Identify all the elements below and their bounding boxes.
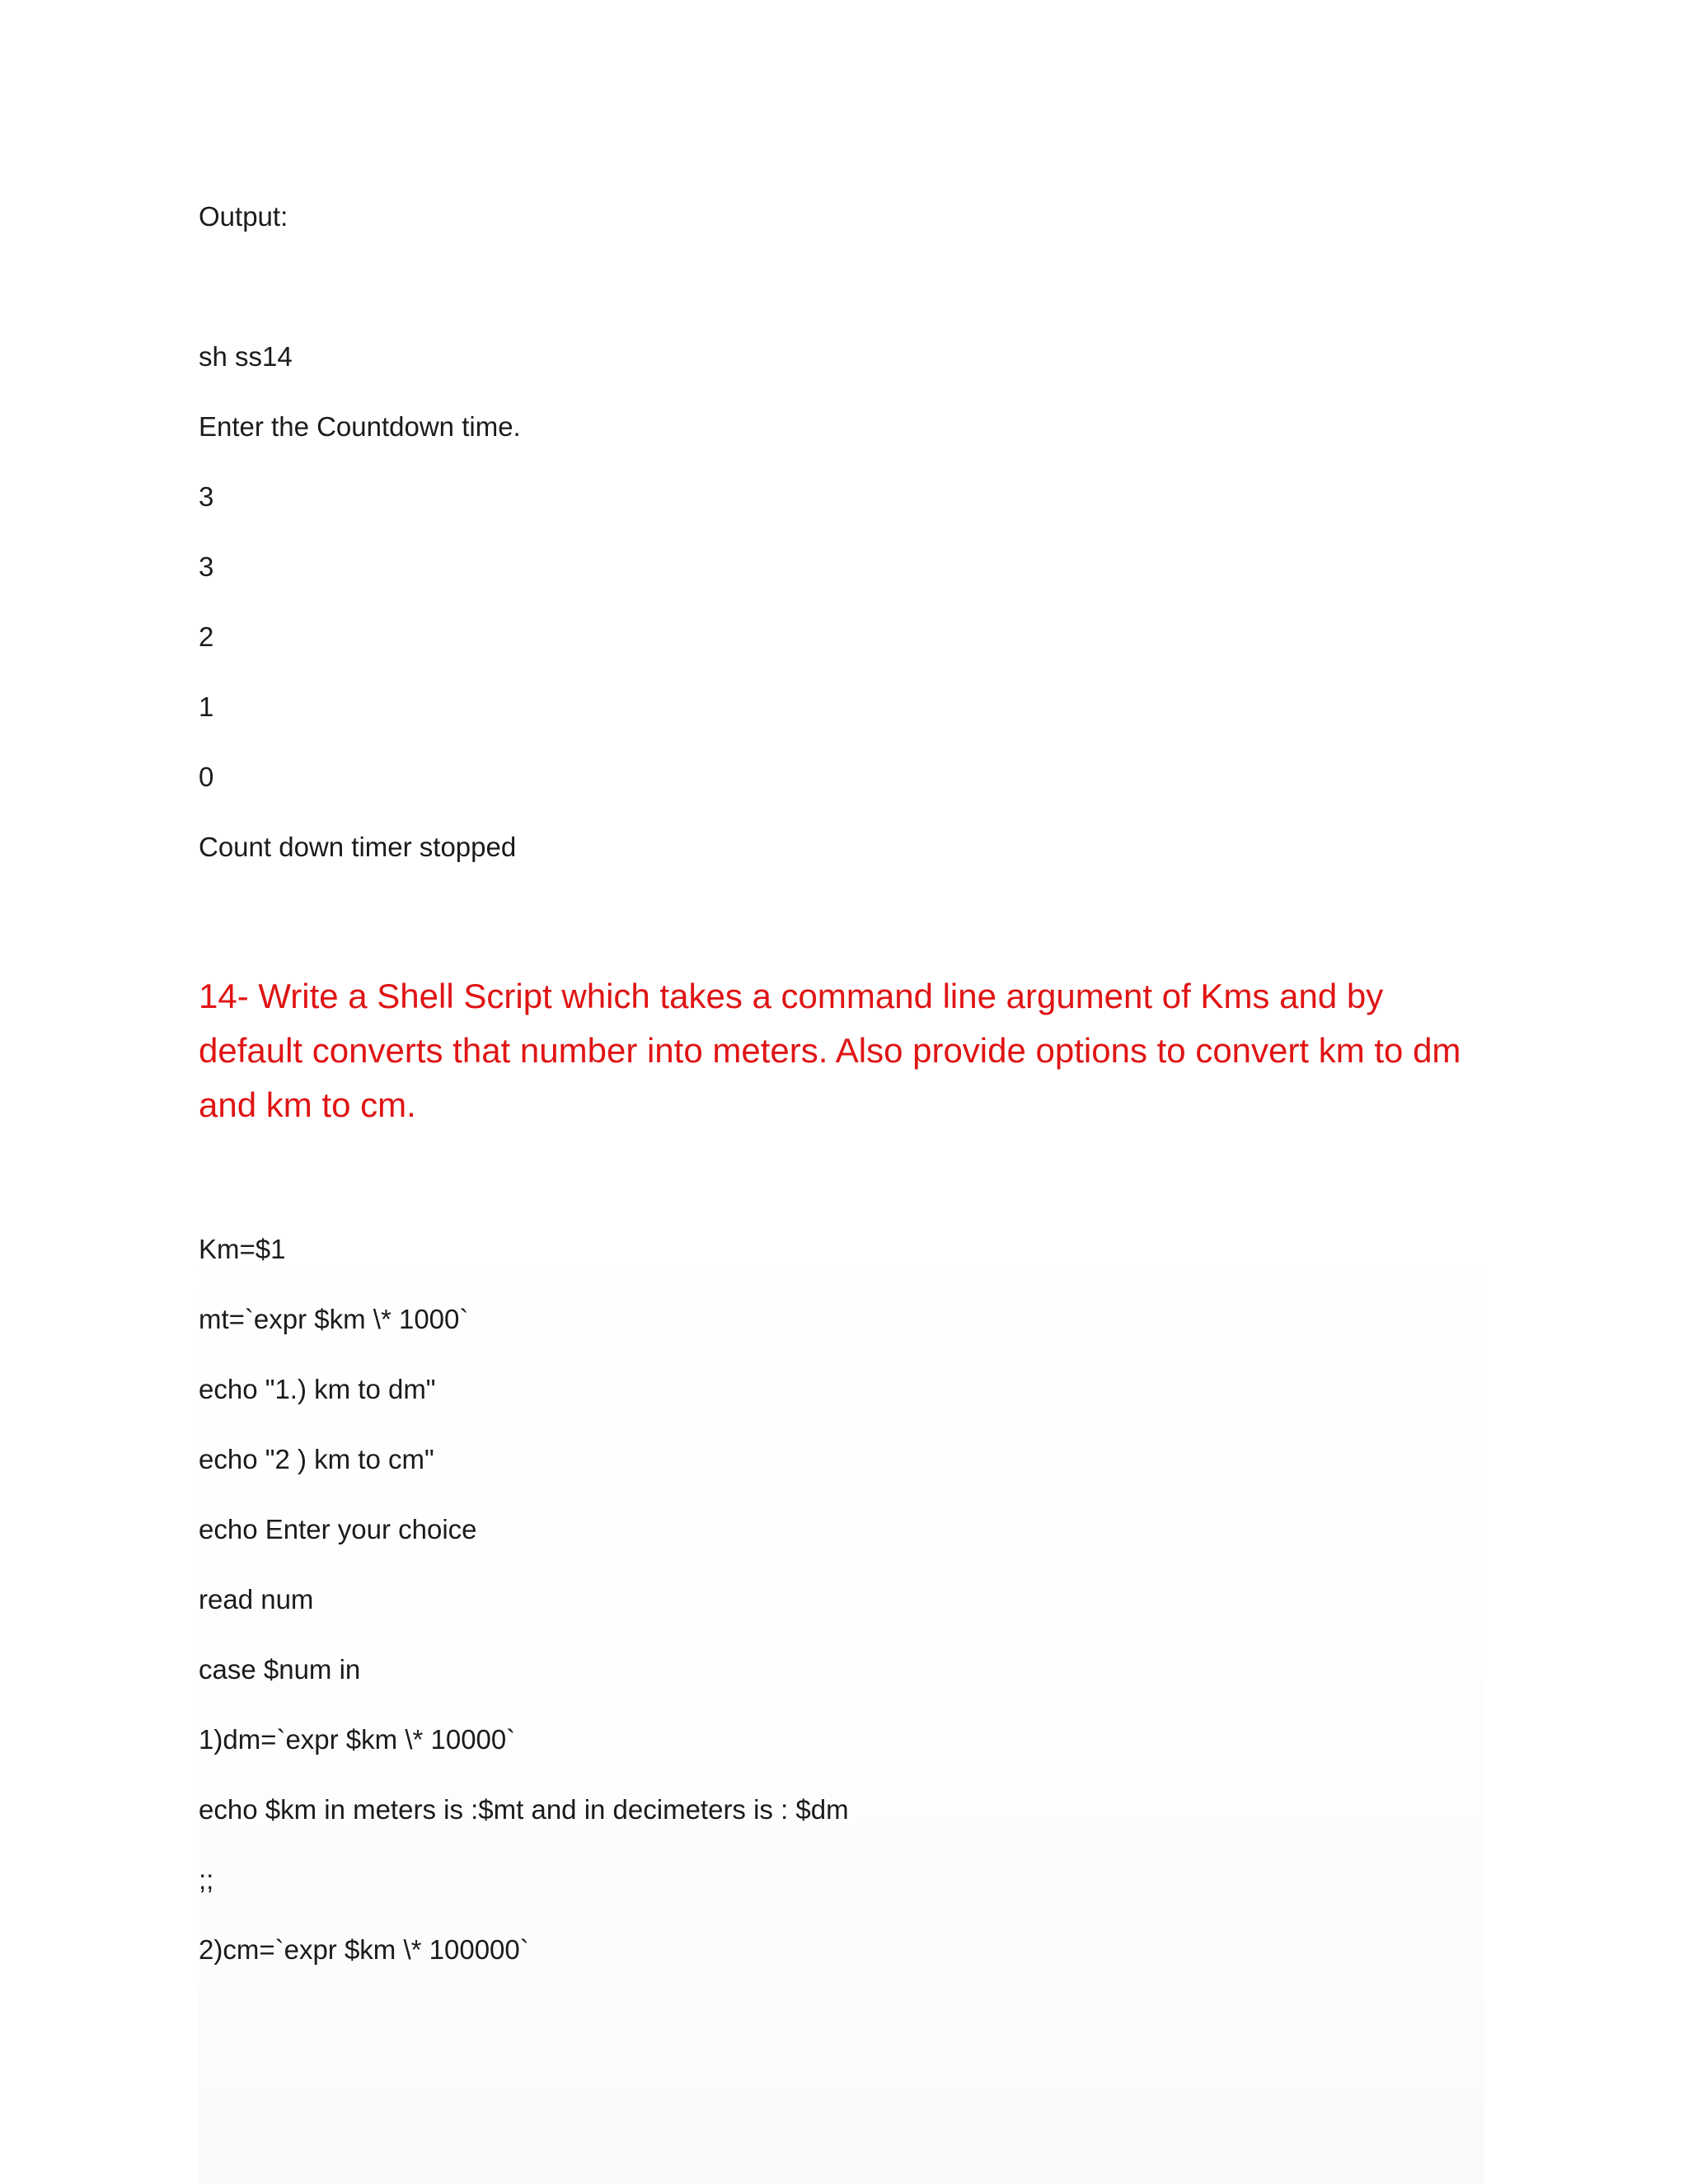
script-line: echo Enter your choice [199, 1514, 477, 1544]
script-line: 1)dm=`expr $km \* 10000` [199, 1724, 516, 1755]
script-line: case $num in [199, 1654, 361, 1685]
script-block [199, 1187, 1484, 2184]
output-label: Output: [199, 201, 288, 232]
output-line: sh ss14 [199, 341, 293, 372]
script-line: read num [199, 1584, 314, 1615]
output-line: 3 [199, 481, 214, 512]
output-line: Count down timer stopped [199, 832, 517, 862]
output-line: 3 [199, 551, 214, 582]
script-line: Km=$1 [199, 1234, 286, 1264]
output-line: 0 [199, 762, 214, 792]
script-line: echo $km in meters is :$mt and in decimeters is : $dm [199, 1794, 849, 1825]
script-line: mt=`expr $km \* 1000` [199, 1304, 469, 1334]
output-line: Enter the Countdown time. [199, 411, 521, 442]
question-heading: 14- Write a Shell Script which takes a command line argument of Kms and by default converts that number into meters. Also provide options to convert km to dm and km to cm. [199, 977, 1461, 1124]
script-line: ;; [199, 1864, 214, 1895]
output-line: 1 [199, 691, 214, 722]
script-line: 2)cm=`expr $km \* 100000` [199, 1934, 529, 1965]
output-line: 2 [199, 621, 214, 652]
script-line: echo "2 ) km to cm" [199, 1444, 434, 1474]
script-line: echo "1.) km to dm" [199, 1374, 436, 1404]
